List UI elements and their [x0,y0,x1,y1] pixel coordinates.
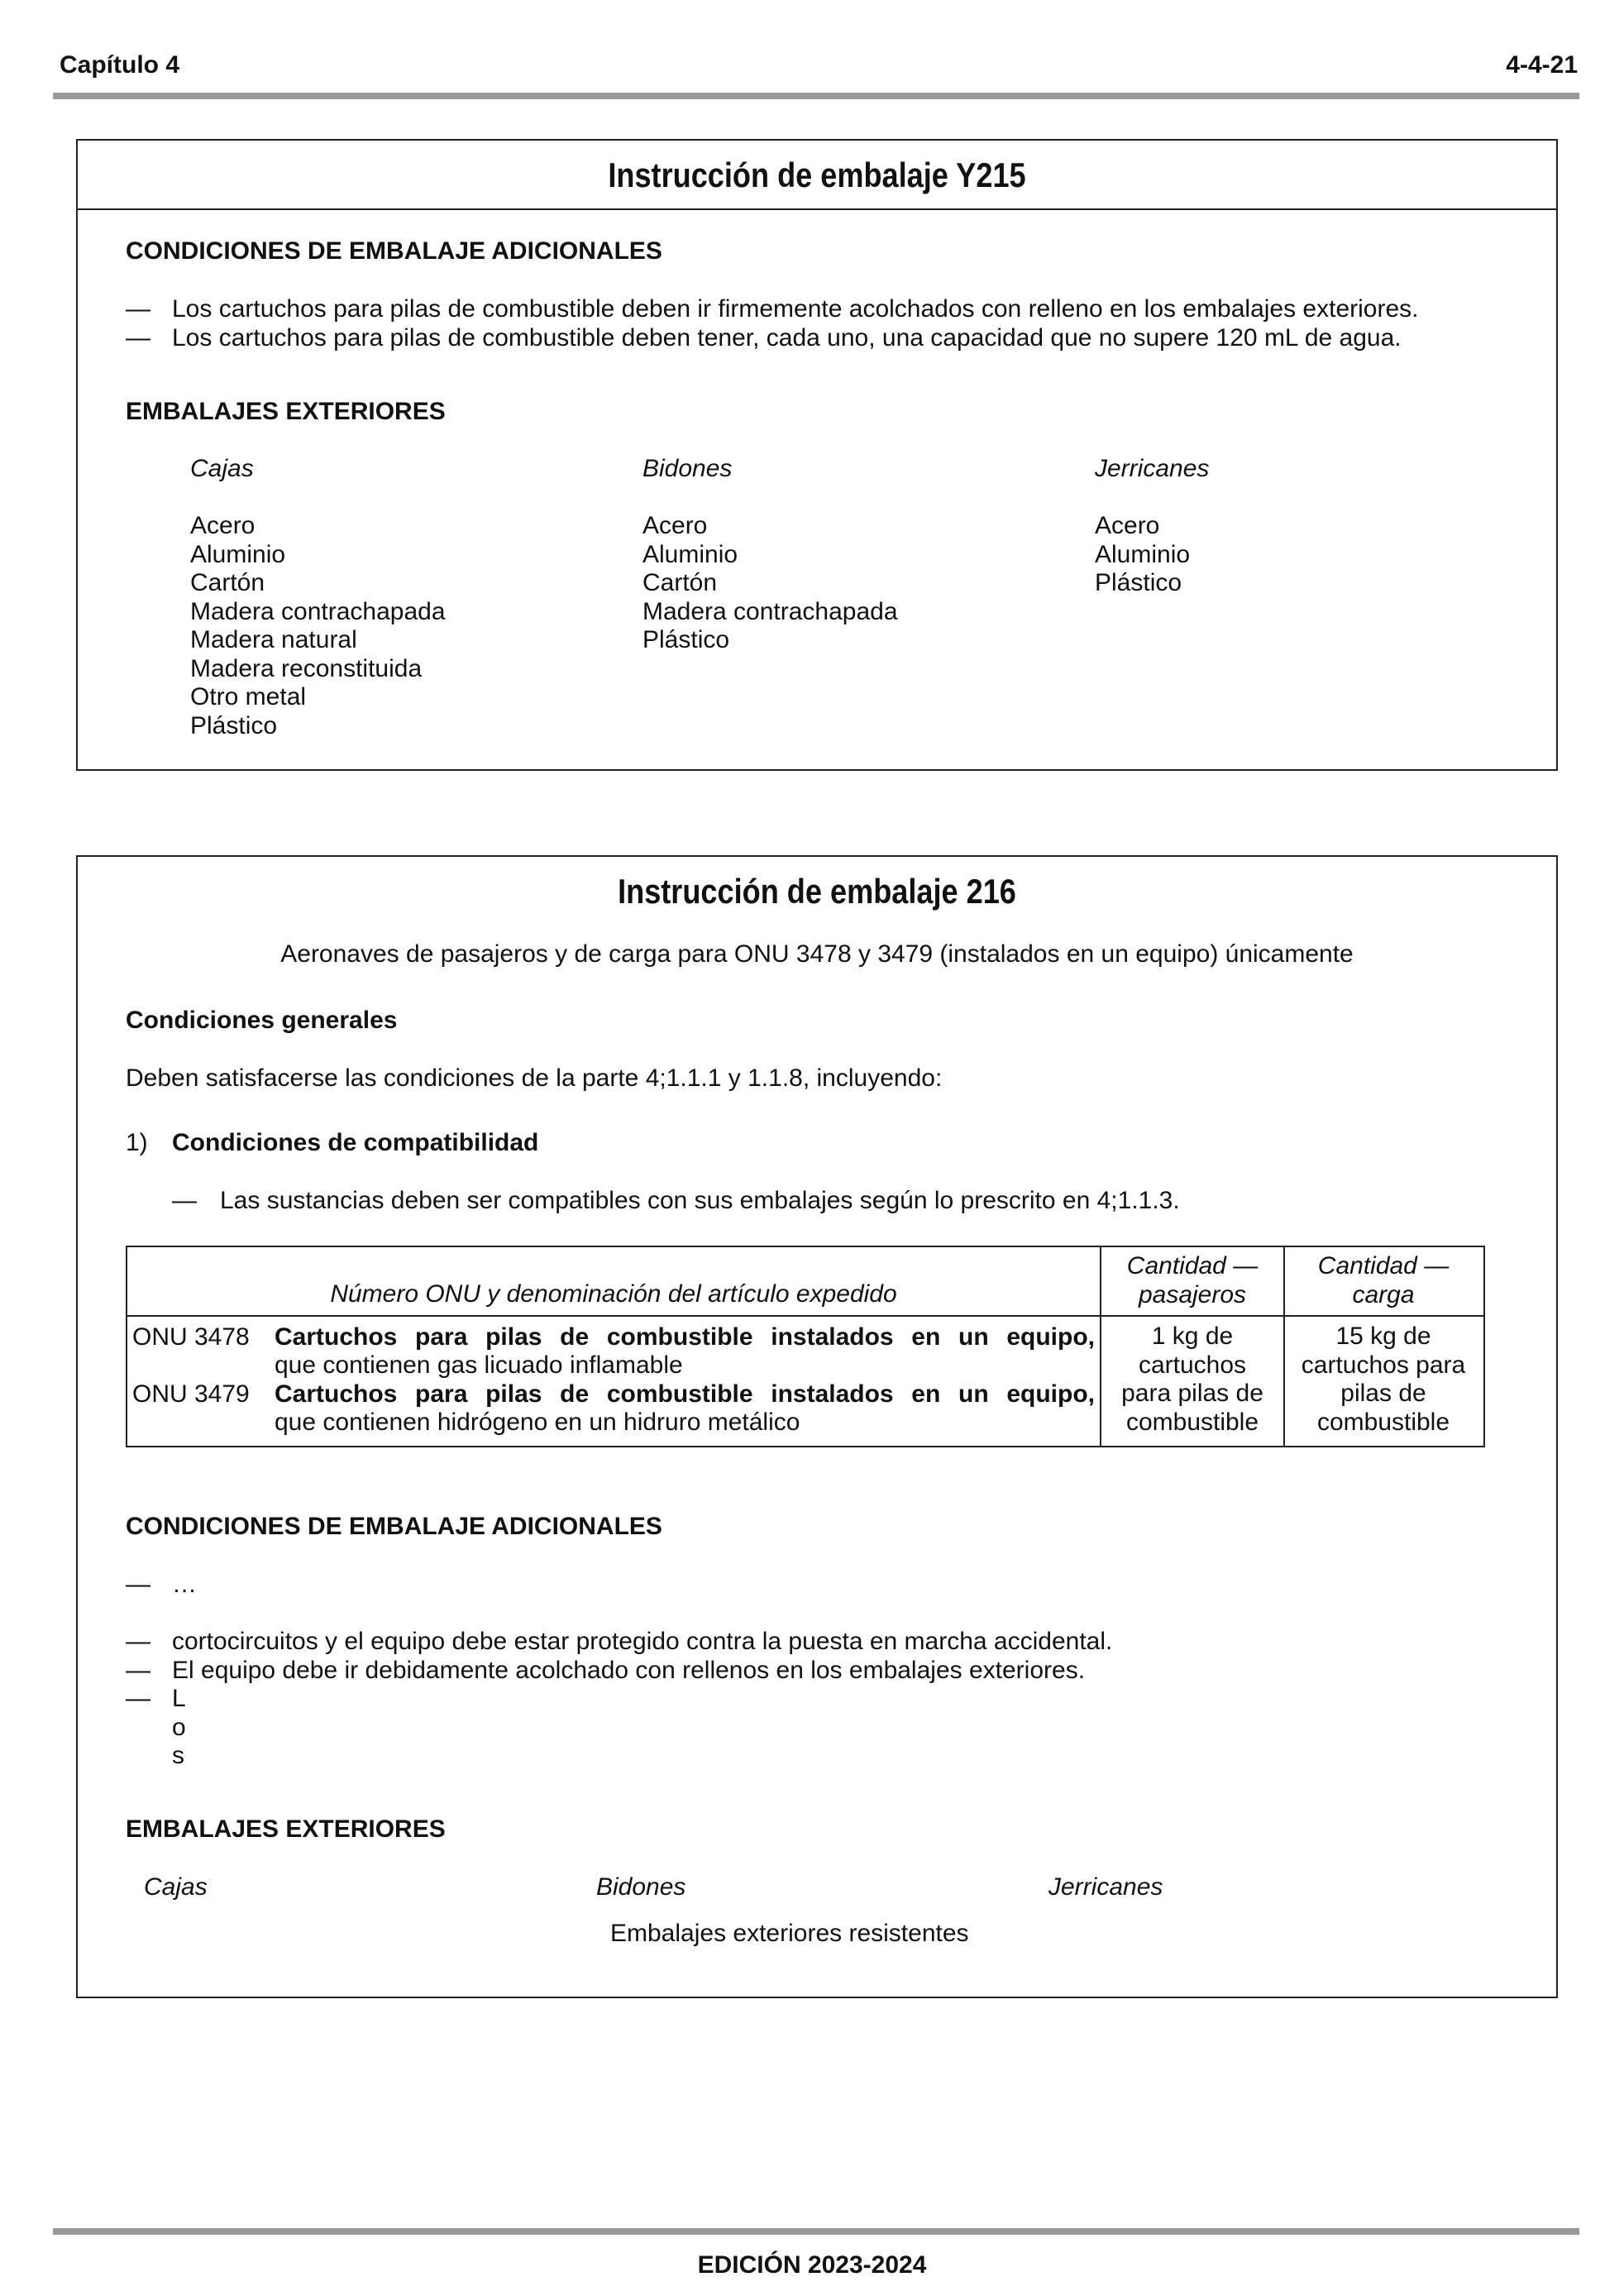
y215-outer-heading: EMBALAJES EXTERIORES [126,398,446,425]
article-name-rest: que contienen gas licuado inflamable [275,1351,683,1379]
article-name-bold: Cartuchos para pilas de combustible instalados en un equipo, [275,1380,1095,1408]
bullet-dash: — [126,1657,150,1684]
table-divider [127,1315,1483,1317]
y215-title: Instrucción de embalaje Y215 [608,155,1026,194]
article-name-bold: Cartuchos para pilas de combustible instalados en un equipo, [275,1323,1095,1351]
list-item: Aluminio [642,540,738,568]
p216-conditions-heading: CONDICIONES DE EMBALAJE ADICIONALES [126,1513,662,1540]
qty-line: cartuchos [1138,1351,1247,1379]
list-item: Aluminio [190,540,286,568]
outer-col-bidones: Bidones [596,1873,686,1901]
un-number: ONU 3479 [132,1380,250,1408]
compat-number: 1) [126,1129,148,1156]
qty-line: 15 kg de [1335,1323,1431,1350]
list-item: Madera natural [190,626,357,653]
p216-bullet-3: El equipo debe ir debidamente acolchado con rellenos en los embalajes exteriores. [172,1657,1086,1684]
qty-line: cartuchos para [1301,1351,1466,1379]
col-title-bidones: Bidones [642,455,733,482]
qty-line: combustible [1125,1408,1259,1436]
qty-line: combustible [1316,1408,1450,1436]
y215-col-jerricanes [1095,455,1209,598]
col-header-cargo: Cantidad — carga [1317,1252,1450,1308]
bullet-dash: — [172,1187,197,1214]
un-table [126,1246,1485,1447]
y215-title-row [78,141,1556,210]
list-item: Plástico [1095,569,1182,596]
list-item: Plástico [190,711,278,739]
p216-subtitle: Aeronaves de pasajeros y de carga para ONU 3478 y 3479 (instalados en un equipo) únicamente [280,940,1354,968]
list-item: Otro metal [190,683,307,710]
col-title-jerricanes: Jerricanes [1095,455,1210,482]
col-header-name: Número ONU y denominación del artículo expedido [330,1280,897,1308]
bullet-dash: — [126,1685,150,1712]
packing-instruction-216 [76,855,1558,1998]
p216-bullet-4c: s [172,1742,184,1769]
outer-col-cajas: Cajas [144,1873,208,1901]
chapter-label: Capítulo 4 [60,51,180,79]
header-rule [53,93,1579,99]
p216-title: Instrucción de embalaje 216 [618,872,1016,911]
p216-bullet-4b: o [172,1714,186,1741]
y215-col-cajas [190,455,446,740]
list-item: Cartón [190,569,265,596]
list-item: Acero [190,512,256,539]
bullet-dash: — [126,324,150,352]
y215-bullet-2: Los cartuchos para pilas de combustible deben tener, cada uno, una capacidad que no supere 120 mL de agua. [172,324,1402,352]
compat-heading: Condiciones de compatibilidad [172,1129,539,1156]
col-header-passenger: Cantidad — pasajeros [1126,1252,1259,1308]
bullet-dash: — [126,1628,150,1655]
article-name-rest: que contienen hidrógeno en un hidruro metálico [275,1409,800,1436]
qty-line: pilas de [1340,1380,1426,1407]
general-conditions-heading: Condiciones generales [126,1007,398,1034]
list-item: Madera reconstituida [190,654,423,682]
qty-line: 1 kg de [1151,1323,1234,1350]
footer-rule [53,2228,1579,2235]
outer-col-jerricanes: Jerricanes [1048,1873,1163,1901]
packing-instruction-y215 [76,139,1558,771]
list-item: Plástico [642,626,730,653]
list-item: Acero [1095,512,1160,539]
qty-line: para pilas de [1121,1380,1263,1407]
list-item: Acero [642,512,708,539]
qty-passenger [1101,1323,1283,1437]
outer-text: Embalajes exteriores resistentes [610,1920,969,1947]
page-number: 4-4-21 [1506,51,1578,79]
edition-footer: EDICIÓN 2023-2024 [697,2251,927,2279]
p216-bullet-4a: L [172,1685,186,1712]
general-conditions-text: Deben satisfacerse las condiciones de la parte 4;1.1.1 y 1.1.8, incluyendo: [126,1064,943,1092]
list-item: Madera contrachapada [190,597,446,625]
p216-outer-heading: EMBALAJES EXTERIORES [126,1815,446,1843]
bullet-dash: — [126,295,150,323]
un-number: ONU 3478 [132,1323,250,1351]
col-title-cajas: Cajas [190,455,254,482]
p216-bullet-2: cortocircuitos y el equipo debe estar protegido contra la puesta en marcha accidental. [172,1628,1113,1655]
qty-cargo [1285,1323,1482,1437]
bullet-dash: — [126,1571,150,1598]
list-item: Madera contrachapada [642,597,898,625]
compat-bullet: Las sustancias deben ser compatibles con sus embalajes según lo prescrito en 4;1.1.3. [220,1187,1180,1214]
list-item: Cartón [642,569,718,596]
y215-col-bidones [642,455,898,655]
y215-bullet-1: Los cartuchos para pilas de combustible deben ir firmemente acolchados con relleno en los embalajes exteriores. [172,295,1419,323]
list-item: Aluminio [1095,540,1191,568]
p216-bullet-1a: … [172,1571,197,1598]
y215-conditions-heading: CONDICIONES DE EMBALAJE ADICIONALES [126,237,662,265]
